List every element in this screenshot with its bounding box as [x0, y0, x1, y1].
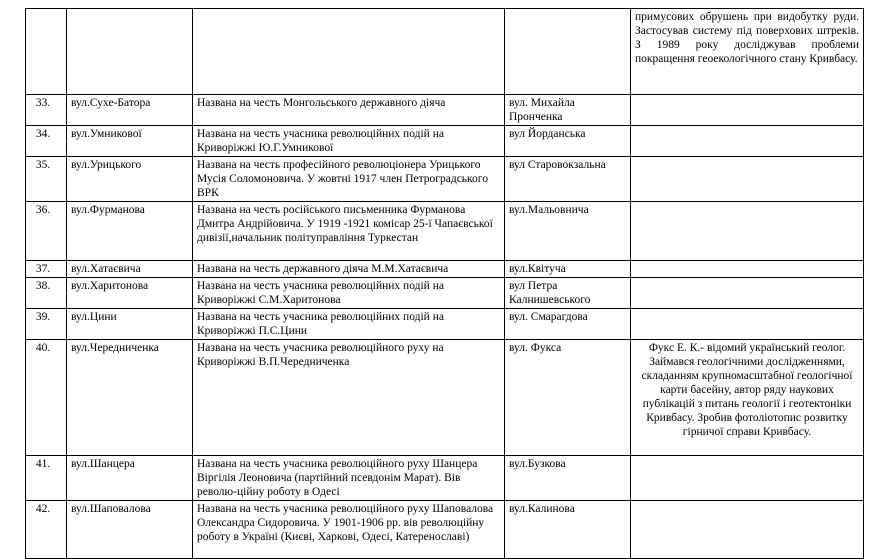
- new-street-name: вул. Фукса: [505, 340, 631, 456]
- row-number: 42.: [26, 501, 67, 559]
- new-street-name: вул Старовокзальна: [505, 157, 631, 202]
- new-street-name: вул.Калинова: [505, 501, 631, 559]
- naming-description: Названа на честь російського письменника Фурманова Дмитра Андрійовича. У 1919 -1921 комісар 25-ї Чапаєвської дивізії,начальник політуправління Туркестан: [193, 202, 505, 261]
- person-note: [631, 456, 864, 501]
- naming-description: Названа на честь учасника революційних подій на Криворіжжі Ю.Г.Умникової: [193, 126, 505, 157]
- person-note: Фукс Е. К.- відомий український геолог. Займався геологічними дослідженнями, складанням крупномасштабної геологічної карти басейну, автор ряду наукових публікацій з питань геології і геотектоніки Кривбасу. Зробив фотоліотопис розвитку гірничої справи Кривбасу.: [631, 340, 864, 456]
- row-number: 38.: [26, 278, 67, 309]
- person-note: [631, 157, 864, 202]
- new-street-name: вул Йорданська: [505, 126, 631, 157]
- person-note: [631, 95, 864, 126]
- table-row: [26, 278, 864, 309]
- naming-description: Названа на честь учасника революційного руху на Криворіжжі В.П.Чередниченка: [193, 340, 505, 456]
- row-number: [26, 9, 67, 95]
- row-number: 41.: [26, 456, 67, 501]
- table-row: [26, 456, 864, 501]
- row-number: 37.: [26, 261, 67, 278]
- person-note: [631, 202, 864, 261]
- old-street-name: вул.Шаповалова: [67, 501, 193, 559]
- new-street-name: вул.Мальовнича: [505, 202, 631, 261]
- old-street-name: вул.Харитонова: [67, 278, 193, 309]
- old-street-name: вул.Урицького: [67, 157, 193, 202]
- old-street-name: [67, 9, 193, 95]
- old-street-name: вул.Цини: [67, 309, 193, 340]
- table-row: [26, 501, 864, 559]
- naming-description: Названа на честь учасника революційного руху Шаповалова Олександра Сидоровича. У 1901-1906 рр. вів революційну роботу в Україні (Києві, Харкові, Одесі, Катеренославі): [193, 501, 505, 559]
- old-street-name: вул.Умникової: [67, 126, 193, 157]
- person-note: [631, 126, 864, 157]
- old-street-name: вул.Фурманова: [67, 202, 193, 261]
- new-street-name: вул.Квітуча: [505, 261, 631, 278]
- table-row: [26, 95, 864, 126]
- new-street-name: вул. Смарагдова: [505, 309, 631, 340]
- naming-description: Названа на честь державного діяча М.М.Хатаєвича: [193, 261, 505, 278]
- row-number: 36.: [26, 202, 67, 261]
- naming-description: Названа на честь учасника революційного руху Шанцера Віргілія Леоновича (партійний псевдонім Марат). Вів револю-ційну роботу в Одесі: [193, 456, 505, 501]
- new-street-name: вул Петра Калнишевського: [505, 278, 631, 309]
- row-number: 33.: [26, 95, 67, 126]
- table-row: [26, 261, 864, 278]
- naming-description: Названа на честь професійного революціонера Урицького Мусія Соломоновича. У жовтні 1917 член Петроградського ВРК: [193, 157, 505, 202]
- table-row-continuation: [26, 9, 864, 95]
- row-number: 35.: [26, 157, 67, 202]
- naming-description: Названа на честь Монгольського державного діяча: [193, 95, 505, 126]
- table-row: [26, 126, 864, 157]
- streets-renaming-table: [25, 8, 864, 559]
- old-street-name: вул.Сухе-Батора: [67, 95, 193, 126]
- table-row: [26, 202, 864, 261]
- new-street-name: вул.Бузкова: [505, 456, 631, 501]
- naming-description: Названа на честь учасника революційних подій на Криворіжжі С.М.Харитонова: [193, 278, 505, 309]
- row-number: 34.: [26, 126, 67, 157]
- person-note: [631, 501, 864, 559]
- old-street-name: вул.Чередниченка: [67, 340, 193, 456]
- row-number: 39.: [26, 309, 67, 340]
- new-street-name: [505, 9, 631, 95]
- naming-description: [193, 9, 505, 95]
- person-note: [631, 309, 864, 340]
- table-row: [26, 340, 864, 456]
- table-row: [26, 309, 864, 340]
- naming-description: Названа на честь учасника революційних подій на Криворіжжі П.С.Цини: [193, 309, 505, 340]
- person-note: [631, 261, 864, 278]
- new-street-name: вул. Михайла Пронченка: [505, 95, 631, 126]
- person-note: [631, 278, 864, 309]
- table-row: [26, 157, 864, 202]
- old-street-name: вул.Шанцера: [67, 456, 193, 501]
- row-number: 40.: [26, 340, 67, 456]
- person-note: примусових обрушень при видобутку руди. Застосував систему під поверхових штреків. З 1989 року досліджував проблеми покращення геоекологічного стану Кривбасу.: [631, 9, 864, 95]
- old-street-name: вул.Хатаєвича: [67, 261, 193, 278]
